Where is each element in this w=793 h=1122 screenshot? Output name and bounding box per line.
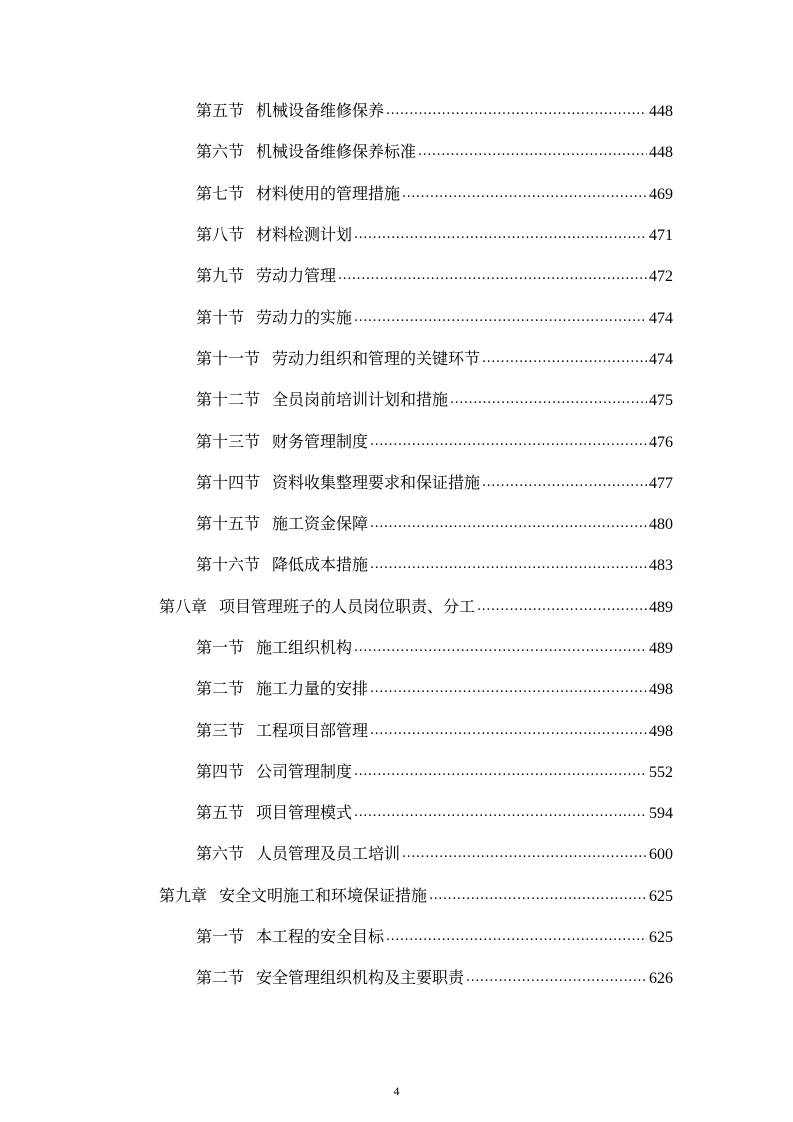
toc-entry-page: 448 [649,103,673,121]
toc-section-entry[interactable] [0,213,793,254]
dot-leader [477,599,647,614]
toc-section-entry[interactable] [0,89,793,130]
toc-entry-number: 第二节 [196,968,245,988]
toc-entry-title: 安全管理组织机构及主要职责 [256,968,465,988]
dot-leader [402,846,647,861]
toc-entry-page: 474 [649,350,673,368]
dot-leader [482,351,647,366]
dot-leader [354,805,647,820]
toc-section-entry[interactable] [0,461,793,502]
toc-entry-page: 476 [649,433,673,451]
toc-entry-number: 第十二节 [196,390,261,410]
toc-entry-number: 第十五节 [196,514,261,534]
toc-entry-number: 第八节 [196,225,245,245]
toc-entry-number: 第十六节 [196,555,261,575]
toc-entry-page: 625 [649,887,673,905]
toc-section-entry[interactable] [0,791,793,832]
dot-leader [354,227,647,242]
toc-entry-number: 第六节 [196,142,245,162]
dot-leader [386,103,647,118]
toc-section-entry[interactable] [0,750,793,791]
toc-chapter-entry[interactable] [0,874,793,915]
toc-section-entry[interactable] [0,956,793,997]
toc-entry-page: 498 [649,722,673,740]
toc-entry-title: 材料检测计划 [256,225,353,245]
toc-section-entry[interactable] [0,378,793,419]
dot-leader [338,268,647,283]
dot-leader [402,186,647,201]
toc-entry-page: 625 [649,929,673,947]
toc-entry-page: 480 [649,516,673,534]
dot-leader [466,970,647,985]
toc-entry-title: 机械设备维修保养 [256,101,385,121]
toc-entry-number: 第十三节 [196,431,261,451]
toc-entry-number: 第五节 [196,803,245,823]
toc-entry-title: 人员管理及员工培训 [256,844,401,864]
toc-entry-page: 472 [649,268,673,286]
toc-entry-title: 施工力量的安排 [256,679,369,699]
dot-leader [354,310,647,325]
toc-entry-title: 资料收集整理要求和保证措施 [272,472,481,492]
toc-entry-title: 施工组织机构 [256,638,353,657]
toc-section-entry[interactable] [0,708,793,749]
toc-entry-number: 第十一节 [196,348,261,368]
dot-leader [370,434,647,449]
toc-entry-title: 材料使用的管理措施 [256,183,401,203]
dot-leader [370,681,647,696]
toc-entry-number: 第五节 [196,101,245,121]
toc-entry-title: 本工程的安全目标 [256,927,385,947]
toc-entry-page: 469 [649,185,673,203]
toc-entry-title: 施工资金保障 [272,514,369,534]
toc-section-entry[interactable] [0,667,793,708]
toc-entry-number: 第十四节 [196,472,261,492]
toc-entry-title: 劳动力管理 [256,266,337,286]
toc-entry-number: 第一节 [196,638,245,657]
toc-section-entry[interactable] [0,915,793,956]
toc-entry-page: 448 [649,144,673,162]
toc-entry-page: 594 [649,805,673,823]
toc-section-entry[interactable] [0,130,793,171]
toc-entry-page: 626 [649,970,673,988]
toc-entry-title: 项目管理班子的人员岗位职责、分工 [219,596,476,616]
toc-entry-title: 降低成本措施 [272,555,369,575]
toc-entry-page: 489 [649,640,673,657]
toc-entry-number: 第九章 [159,885,208,905]
toc-entry-title: 安全文明施工和环境保证措施 [219,885,428,905]
dot-leader [482,475,647,490]
toc-section-entry[interactable] [0,419,793,460]
toc-entry-title: 机械设备维修保养标准 [256,142,417,162]
toc-entry-number: 第十节 [196,307,245,327]
toc-entry-page: 498 [649,681,673,699]
toc-entry-number: 第一节 [196,927,245,947]
toc-entry-page: 600 [649,846,673,864]
dot-leader [450,392,647,407]
dot-leader [386,929,647,944]
toc-entry-number: 第八章 [159,596,208,616]
toc-entry-page: 471 [649,227,673,245]
toc-entry-title: 工程项目部管理 [256,720,369,740]
dot-leader [354,764,647,779]
toc-entry-title: 财务管理制度 [272,431,369,451]
toc-entry-title: 劳动力组织和管理的关键环节 [272,348,481,368]
dot-leader [370,516,647,531]
dot-leader [370,557,647,572]
toc-entry-number: 第七节 [196,183,245,203]
toc-section-entry[interactable] [0,254,793,295]
toc-section-entry[interactable] [0,626,793,667]
toc-section-entry[interactable] [0,832,793,873]
toc-entry-title: 全员岗前培训计划和措施 [272,390,449,410]
toc-entry-number: 第九节 [196,266,245,286]
toc-entry-title: 项目管理模式 [256,803,353,823]
toc-entry-number: 第四节 [196,761,245,781]
page-number: 4 [393,1084,400,1098]
toc-entry-page: 483 [649,557,673,575]
toc-section-entry[interactable] [0,543,793,584]
table-of-contents [0,89,793,998]
toc-chapter-entry[interactable] [0,585,793,626]
toc-entry-title: 劳动力的实施 [256,307,353,327]
toc-section-entry[interactable] [0,502,793,543]
toc-entry-title: 公司管理制度 [256,761,353,781]
toc-section-entry[interactable] [0,295,793,336]
toc-entry-number: 第三节 [196,720,245,740]
toc-entry-page: 552 [649,763,673,781]
toc-section-entry[interactable] [0,337,793,378]
toc-entry-page: 477 [649,474,673,492]
dot-leader [429,888,647,903]
toc-entry-number: 第二节 [196,679,245,699]
dot-leader [418,144,647,159]
toc-entry-page: 474 [649,309,673,327]
dot-leader [370,723,647,738]
toc-entry-page: 475 [649,392,673,410]
toc-entry-page: 489 [649,598,673,616]
dot-leader [354,640,647,655]
toc-entry-number: 第六节 [196,844,245,864]
toc-section-entry[interactable] [0,172,793,213]
